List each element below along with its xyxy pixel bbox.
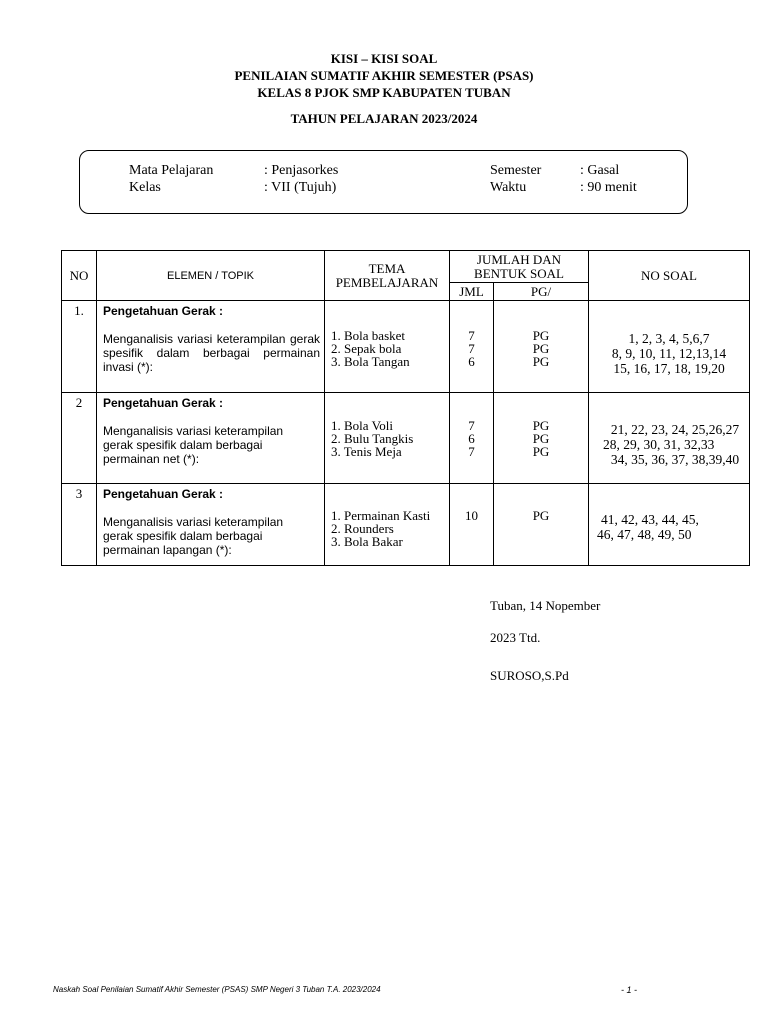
pg-value: PG	[532, 431, 550, 446]
nosoal-line: 8, 9, 10, 11, 12,13,14	[611, 346, 727, 361]
topic-description: Menganalisis variasi keterampilan gerak spesifik dalam berbagai permainan net (*):	[103, 424, 284, 466]
kisi-table	[61, 250, 750, 566]
topic-title: Pengetahuan Gerak :	[103, 487, 224, 501]
nosoal-line: 34, 35, 36, 37, 38,39,40	[610, 452, 740, 467]
topic-cell	[97, 484, 325, 566]
topic-title: Pengetahuan Gerak :	[103, 304, 224, 318]
nosoal-cell	[589, 393, 750, 484]
topic-title: Pengetahuan Gerak :	[103, 396, 224, 410]
jml-value: 6	[468, 354, 475, 369]
pg-value: PG	[532, 418, 550, 433]
title-line-2: PENILAIAN SUMATIF AKHIR SEMESTER (PSAS)	[234, 68, 534, 83]
tema-item: 1. Permainan Kasti	[331, 508, 431, 523]
header-pg: PG/	[494, 283, 589, 301]
jml-value: 7	[468, 341, 475, 356]
semester-label: Semester	[490, 163, 542, 178]
nosoal-line: 41, 42, 43, 44, 45,	[601, 512, 699, 527]
table-row	[62, 393, 750, 484]
row-number: 1.	[62, 301, 97, 393]
document-title-block	[0, 50, 768, 127]
class-value: : VII (Tujuh)	[264, 180, 337, 195]
tema-cell	[325, 484, 450, 566]
tema-item: 1. Bola Voli	[331, 418, 394, 433]
subject-info-box	[79, 150, 688, 214]
tema-item: 2. Rounders	[331, 521, 394, 536]
tema-cell	[325, 301, 450, 393]
topic-cell	[97, 301, 325, 393]
tema-item: 2. Sepak bola	[331, 341, 402, 356]
jml-value: 7	[468, 418, 475, 433]
tema-item: 3. Bola Bakar	[331, 534, 403, 549]
pg-value: PG	[532, 508, 550, 523]
pg-value: PG	[532, 341, 550, 356]
jml-value: 6	[468, 431, 475, 446]
pg-cell	[494, 301, 589, 393]
header-jumlah: JUMLAH DAN BENTUK SOAL	[450, 251, 589, 283]
nosoal-line: 1, 2, 3, 4, 5,6,7	[628, 331, 710, 346]
tema-cell	[325, 393, 450, 484]
jml-cell	[450, 393, 494, 484]
jml-cell	[450, 484, 494, 566]
jml-cell	[450, 301, 494, 393]
signature-block	[490, 598, 600, 697]
signature-year-ttd: 2023 Ttd.	[490, 630, 541, 645]
subject-value: : Penjasorkes	[264, 163, 339, 178]
page-number: - 1 -	[621, 985, 638, 995]
signature-name: SUROSO,S.Pd	[490, 668, 569, 683]
header-no: NO	[62, 251, 97, 301]
title-line-1: KISI – KISI SOAL	[330, 51, 438, 66]
tema-item: 3. Tenis Meja	[331, 444, 402, 459]
time-value: : 90 menit	[580, 180, 637, 195]
time-label: Waktu	[490, 180, 527, 195]
footer-text: Naskah Soal Penilaian Sumatif Akhir Semester (PSAS) SMP Negeri 3 Tuban T.A. 2023/2024	[53, 985, 381, 994]
subject-label: Mata Pelajaran	[129, 163, 214, 178]
pg-value: PG	[532, 444, 550, 459]
jml-value: 7	[468, 328, 475, 343]
jml-value: 10	[465, 508, 478, 523]
topic-description: Menganalisis variasi keterampilan gerak spesifik dalam berbagai permainan lapangan (*):	[103, 515, 284, 557]
nosoal-line: 21, 22, 23, 24, 25,26,27	[610, 422, 740, 437]
title-line-3: KELAS 8 PJOK SMP KABUPATEN TUBAN	[257, 85, 511, 100]
header-tema: TEMA PEMBELAJARAN	[325, 251, 450, 301]
header-nosoal: NO SOAL	[589, 251, 750, 301]
pg-value: PG	[532, 328, 550, 343]
pg-value: PG	[532, 354, 550, 369]
table-row	[62, 484, 750, 566]
tema-item: 3. Bola Tangan	[331, 354, 410, 369]
row-number: 3	[62, 484, 97, 566]
table-row	[62, 301, 750, 393]
tema-item: 2. Bulu Tangkis	[331, 431, 414, 446]
pg-cell	[494, 484, 589, 566]
pg-cell	[494, 393, 589, 484]
tema-item: 1. Bola basket	[331, 328, 406, 343]
academic-year: TAHUN PELAJARAN 2023/2024	[290, 111, 478, 126]
nosoal-line: 46, 47, 48, 49, 50	[597, 527, 692, 542]
topic-description: Menganalisis variasi keterampilan gerak spesifik dalam berbagai permainan invasi (*):	[103, 332, 320, 374]
nosoal-line: 28, 29, 30, 31, 32,33	[603, 437, 715, 452]
header-elemen: ELEMEN / TOPIK	[97, 251, 325, 301]
jml-value: 7	[468, 444, 475, 459]
semester-value: : Gasal	[580, 163, 620, 178]
nosoal-cell	[589, 484, 750, 566]
header-jml: JML	[450, 283, 494, 301]
nosoal-cell	[589, 301, 750, 393]
table-header-row	[62, 251, 750, 283]
row-number: 2	[62, 393, 97, 484]
topic-cell	[97, 393, 325, 484]
class-label: Kelas	[129, 180, 161, 195]
nosoal-line: 15, 16, 17, 18, 19,20	[613, 361, 725, 376]
signature-place-date: Tuban, 14 Nopember	[490, 598, 601, 613]
